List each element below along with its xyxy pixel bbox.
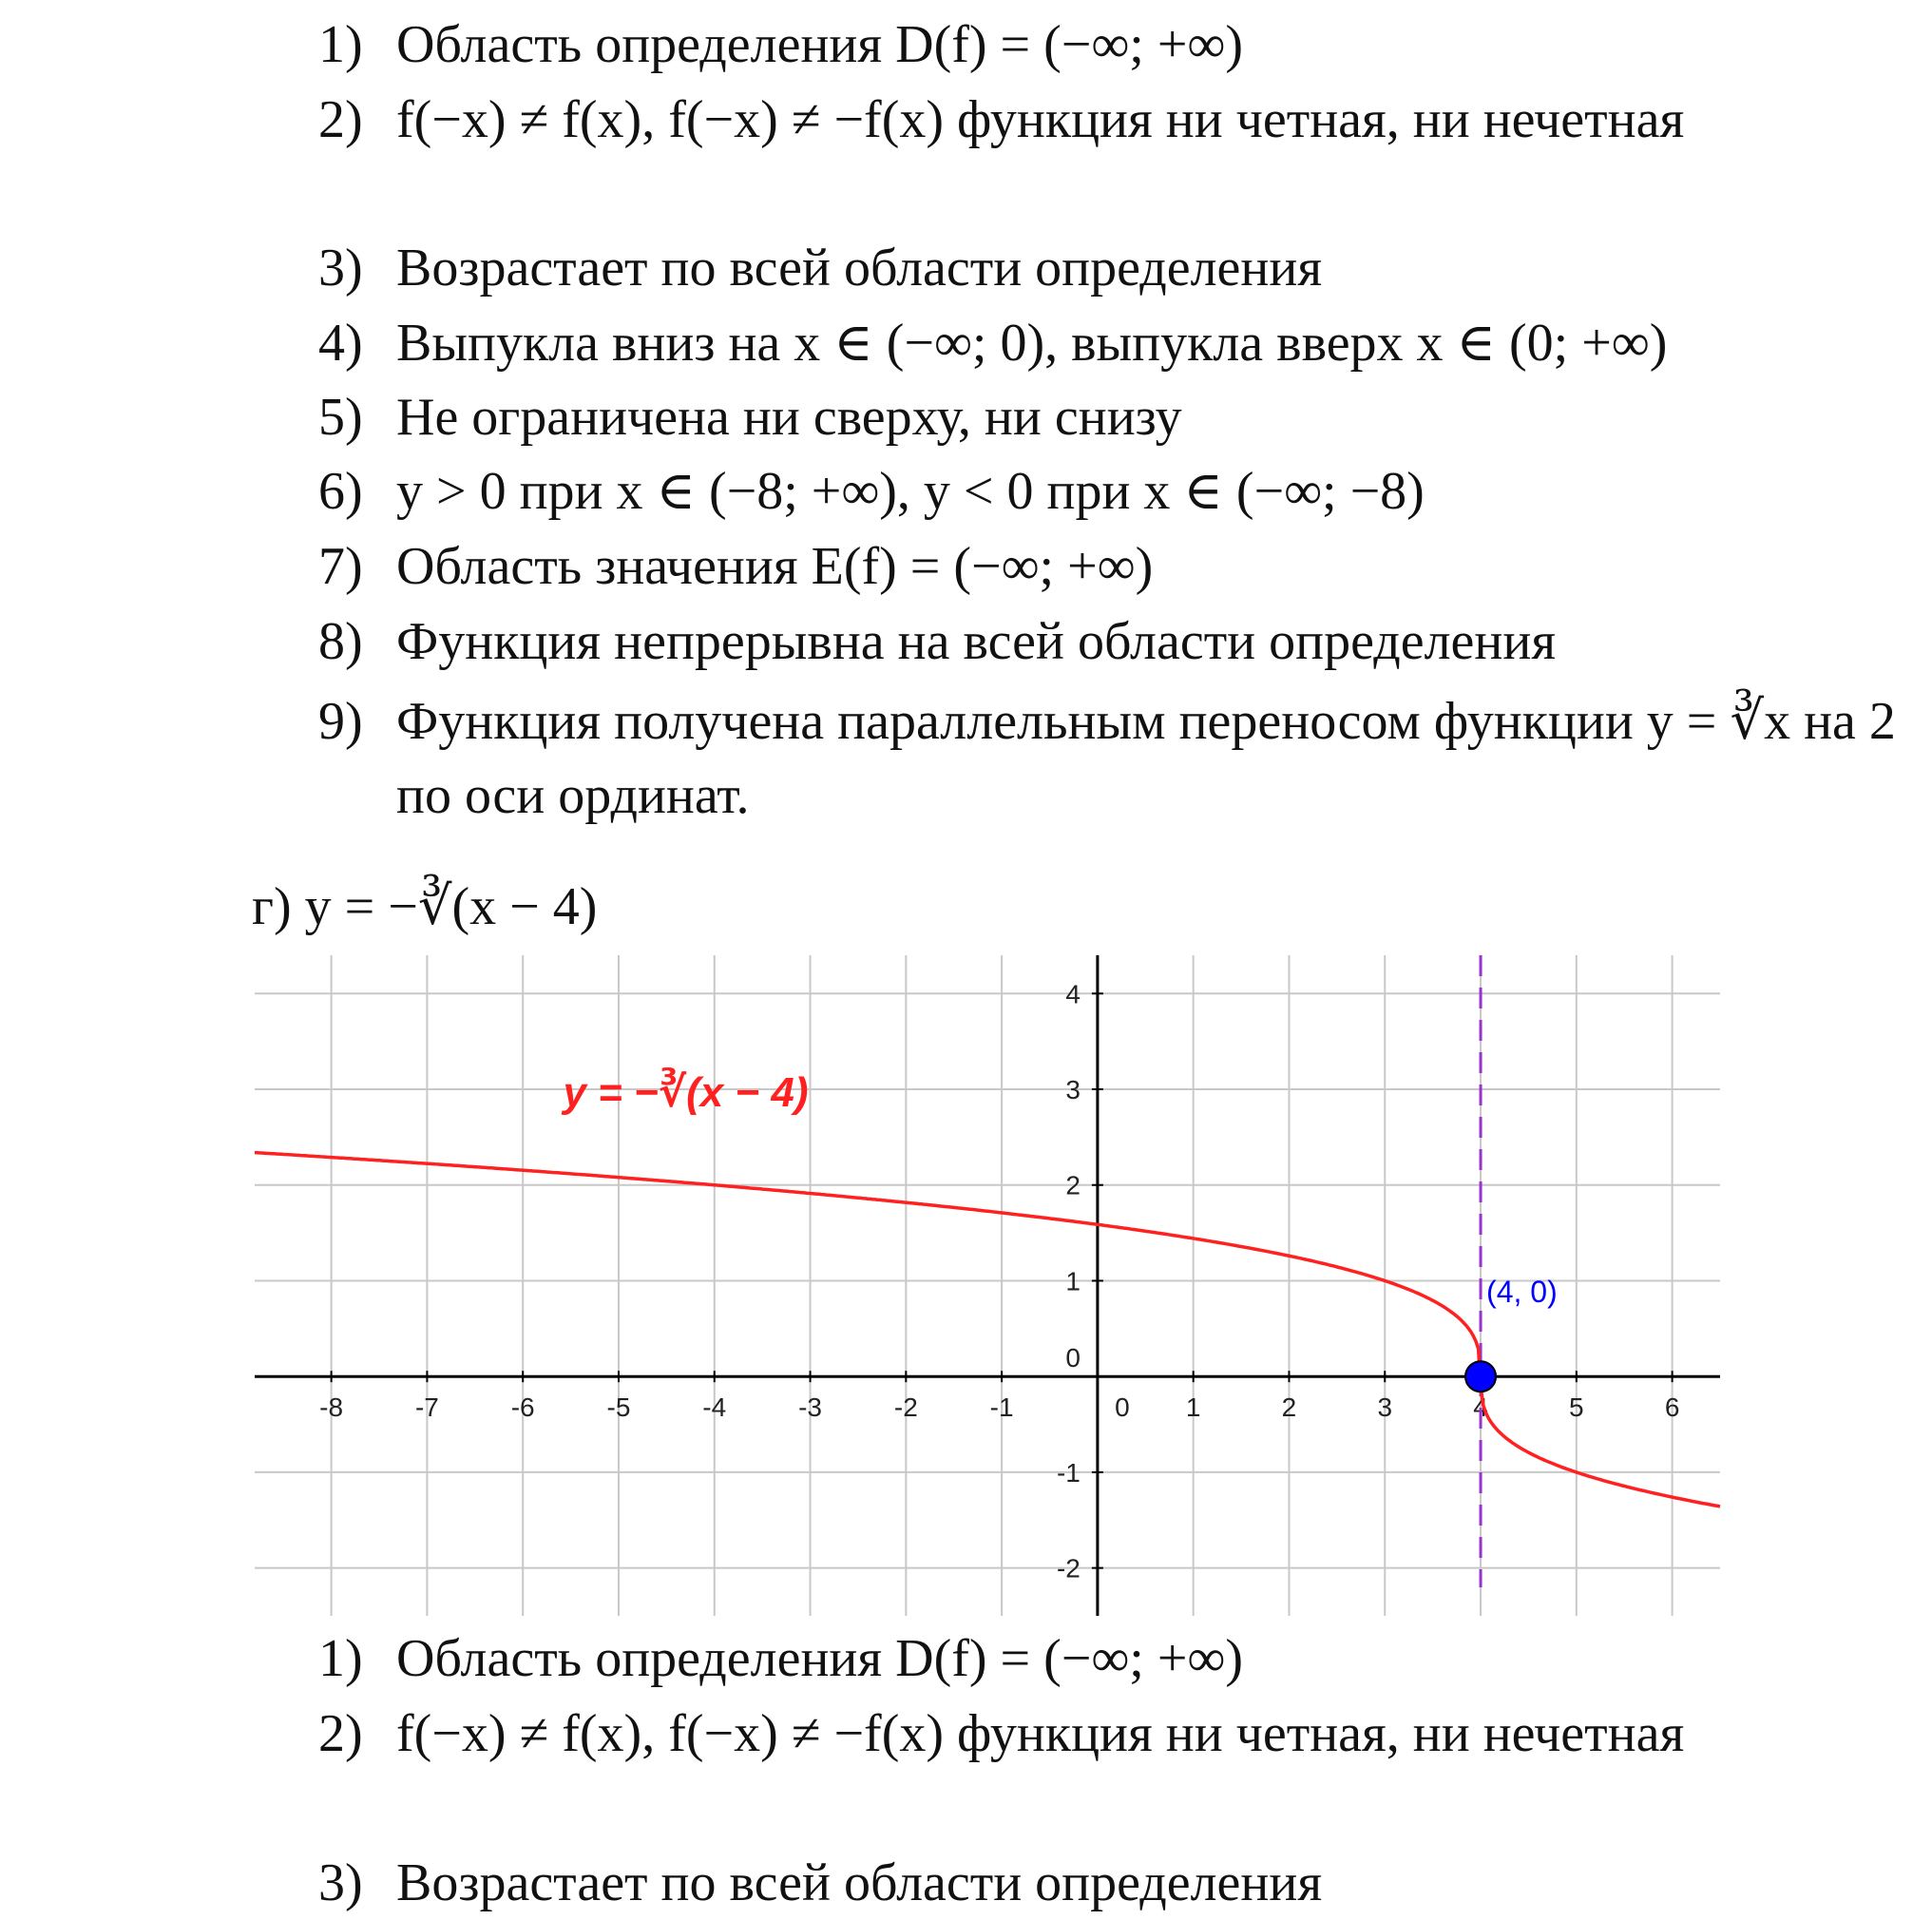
y-tick-label: 0 (1065, 1343, 1081, 1373)
x-tick-label: 3 (1377, 1392, 1393, 1423)
x-tick-label: -1 (989, 1392, 1014, 1423)
item-text: Функция получена параллельным переносом функции y = ∛x на 2 по оси ординат. (396, 692, 1896, 825)
item-number: 4) (318, 314, 363, 373)
x-tick-label: 1 (1185, 1392, 1201, 1423)
item-text: Возрастает по всей области определения (396, 1853, 1323, 1912)
x-tick-label: 2 (1281, 1392, 1297, 1423)
curve-layer (255, 955, 1720, 1587)
item-text: Функция непрерывна на всей области определения (396, 612, 1557, 671)
y-tick-label: 2 (1065, 1170, 1081, 1200)
item-text: Возрастает по всей области определения (396, 239, 1323, 298)
x-tick-label: -5 (606, 1392, 631, 1423)
item-text: Область определения D(f) = (−∞; +∞) (396, 1629, 1243, 1688)
item-number: 1) (318, 1629, 363, 1688)
item-number: 5) (318, 388, 363, 447)
x-tick-label: -8 (319, 1392, 344, 1423)
item-number: 3) (318, 1853, 363, 1912)
y-tick-label: -1 (1056, 1457, 1081, 1488)
x-tick-label: 6 (1664, 1392, 1680, 1423)
curve-label: y = −∛(x − 4) (563, 1069, 809, 1117)
x-tick-label: -4 (702, 1392, 727, 1423)
x-tick-label: 0 (1115, 1392, 1130, 1423)
item-number: 2) (318, 90, 363, 149)
y-tick-label: 3 (1065, 1075, 1081, 1105)
item-number: 9) (318, 692, 363, 751)
x-tick-label: -2 (893, 1392, 918, 1423)
item-text: y > 0 при x ∈ (−8; +∞), y < 0 при x ∈ (−∞; −8) (396, 462, 1425, 521)
item-text: f(−x) ≠ f(x), f(−x) ≠ −f(x) функция ни четная, ни нечетная (396, 1704, 1685, 1763)
item-number: 1) (318, 15, 363, 74)
item-number: 6) (318, 462, 363, 521)
item-number: 2) (318, 1704, 363, 1763)
y-tick-label: 1 (1065, 1266, 1081, 1296)
x-tick-label: 5 (1569, 1392, 1584, 1423)
item-text: Выпукла вниз на x ∈ (−∞; 0), выпукла вверх x ∈ (0; +∞) (396, 314, 1668, 373)
x-tick-label: -7 (414, 1392, 439, 1423)
x-tick-label: -6 (510, 1392, 535, 1423)
item-text: Область значения E(f) = (−∞; +∞) (396, 537, 1154, 596)
item-text: f(−x) ≠ f(x), f(−x) ≠ −f(x) функция ни четная, ни нечетная (396, 90, 1685, 149)
item-number: 7) (318, 537, 363, 596)
item-text: Не ограничена ни сверху, ни снизу (396, 388, 1182, 447)
item-text: Область определения D(f) = (−∞; +∞) (396, 15, 1243, 74)
marked-point (1465, 1361, 1496, 1392)
y-tick-label: -2 (1056, 1553, 1081, 1584)
marked-point-label: (4, 0) (1486, 1275, 1558, 1310)
item-number: 3) (318, 239, 363, 298)
x-tick-label: 4 (1473, 1392, 1488, 1423)
function-curve (255, 1153, 1720, 1507)
y-tick-label: 4 (1065, 979, 1081, 1009)
section-heading: г) y = −∛(x − 4) (252, 877, 598, 936)
x-tick-label: -3 (798, 1392, 823, 1423)
item-number: 8) (318, 612, 363, 671)
